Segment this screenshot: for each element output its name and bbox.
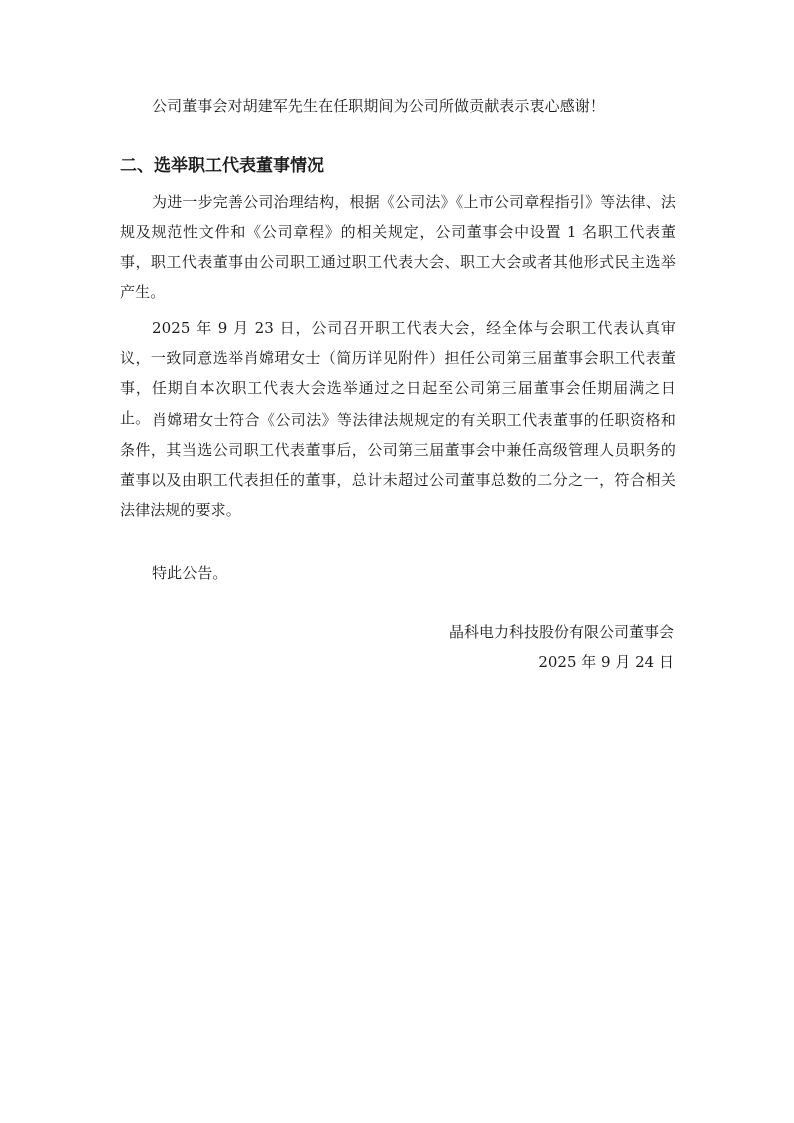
section-heading: 二、选举职工代表董事情况 xyxy=(120,156,324,176)
signature-organization: 晶科电力科技股份有限公司董事会 xyxy=(448,623,674,641)
thanks-paragraph: 公司董事会对胡建军先生在任职期间为公司所做贡献表示衷心感谢！ xyxy=(152,97,606,115)
paragraph-governance: 为进一步完善公司治理结构，根据《公司法》《上市公司章程指引》等法律、法规及规范性文件和《公司章程》的相关规定，公司董事会中设置 1 名职工代表董事，职工代表董事由公司职工通过职工代表大会、职工大会或者其他形式民主选举产生。 xyxy=(120,193,676,301)
paragraph-qualification: 肖嫦珺女士符合《公司法》等法律法规规定的有关职工代表董事的任职资格和条件，其当选公司职工代表董事后，公司第三届董事会中兼任高级管理人员职务的董事以及由职工代表担任的董事，总计未超过公司董事总数的二分之一，符合相关法律法规的要求。 xyxy=(120,411,676,519)
signature-date: 2025 年 9 月 24 日 xyxy=(538,653,674,671)
closing-statement: 特此公告。 xyxy=(152,564,228,582)
paragraph-election: 2025 年 9 月 23 日，公司召开职工代表大会，经全体与会职工代表认真审议，一致同意选举肖嫦珺女士（简历详见附件）担任公司第三届董事会职工代表董事，任期自本次职工代表大会选举通过之日起至公司第三届董事会任期届满之日止。 xyxy=(120,319,676,427)
